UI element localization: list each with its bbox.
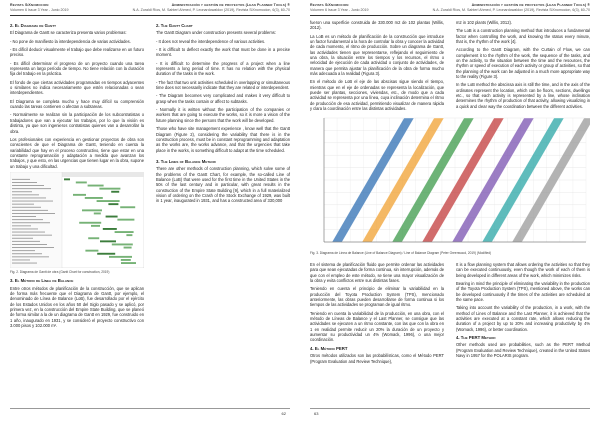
header-rule xyxy=(310,15,590,16)
paragraph: - The Diagram becomes very complicated and makes it very difficult to grasp when the tasks contain or affect to subtasks. xyxy=(156,93,290,104)
paragraph: La LoB es un método de planificación de la construcción que introduce un factor fundamental a la hora de controlar la obra y conocer la actividad de cada momento, el ritmo de producción. Sobre un diagrama de Gantt, las actividades tienen que representarse, reflejando el seguimiento de una obra, la situación entre los tiempos y los recursos, el ritmo o velocidad de ejecución de cada actividad o conjunto de actividades, de manera que permita ajustar la planificación de la obra de forma mucho más adecuada a la realidad (Figura 3). xyxy=(310,33,444,77)
section-body xyxy=(156,30,290,153)
article-title: Administración y gestión de proyectos (Lean Planner Tools) ® xyxy=(471,3,590,7)
gantt-task-label xyxy=(12,253,42,254)
paragraph: - No pone de manifiesto la interdependencia de varias actividades. xyxy=(10,38,131,44)
gantt-bar xyxy=(85,250,98,252)
gantt-task-label xyxy=(12,185,44,186)
gantt-chart-image xyxy=(10,172,144,268)
gantt-bar xyxy=(94,212,101,214)
paragraph: Teniendo en cuenta la variabilidad de la producción, en una obra, con el método de Líneas de Balance y el Last Planner, se consigue que las actividades se ejecuten a un ritmo constante, con las que con la obra en 1 en realidad permite reducir un 20% la duración de un proyecto y aumentar su productividad un 4% (Womack, 1996), o una mejor coordinación. xyxy=(310,310,444,343)
gantt-bar xyxy=(115,231,134,233)
section-body xyxy=(156,166,290,203)
gantt-bar xyxy=(91,225,100,227)
paragraph: m2 in 102 plants (Willis, 2012). xyxy=(456,20,512,25)
paragraph: Those who have site management experience , know well that the Gantt Diagram (Figure 2), considering the variability that there is in the construction process, must be in constant reprogramming and adaptation as the works are, the works advance, and that the urgencies that take place in the works, is something difficult to adapt at the time scheduled. xyxy=(156,126,290,153)
paragraph: En el sistema de planificación fluido que permite ordenar las actividades para que sean ejecutadas de forma continua, sin interrupción, además de que con el empleo de este método, se tiene una mayor visualización de la obra y evita conflictos entre sus distintas fases. xyxy=(310,262,444,284)
figure-caption: Fig. 2. Diagrama de Gantt de obra (Gantt Chart for construction, 2019) xyxy=(10,270,110,275)
paragraph: - Es difícil deducir visualmente el trabajo que debe realizarse en un futuro preciso. xyxy=(10,47,144,58)
gantt-task-label xyxy=(12,216,36,217)
gantt-task-label xyxy=(12,225,31,226)
gantt-task-label xyxy=(12,210,48,211)
section-body xyxy=(10,137,144,169)
article-title: Administración y gestión de proyectos (Lean Planner Tools) ® xyxy=(171,3,290,7)
gantt-bar xyxy=(108,203,118,205)
journal-issue: Volumen 6 Issue 3 Year - Junio 2019 xyxy=(10,7,69,12)
section-heading: 2. The Gantt Chart xyxy=(156,23,193,28)
gantt-task-label xyxy=(12,244,47,245)
gantt-task-label xyxy=(12,256,49,257)
paragraph: The LoB is a construction planning method that introduces a fundamental factor when controlling the work, and knowing the status every minute, that is, the rhythm of the work [4]. xyxy=(456,28,590,45)
right-column-1-lower xyxy=(310,262,444,367)
paragraph: There are other methods of construction planning, which solve some of the problems of the Gantt Chart, for example, the so-called Line of Balance (LoB) that were used for the first time in the United States in the 50s of the last century and in particular, with great results in the construction of the Empire State Building [9], which in a full materialized vision of ordering on the Crash of the Stock Exchange of 1929, was built in 1 year, inaugurated in 1931, and has a constructed area of 330,000 xyxy=(156,166,290,204)
gantt-task-label xyxy=(12,188,51,189)
paragraph: El Diagrama se completa mucho y hace muy difícil su comprensión cuando las tareas contienen o afectan a subtareas. xyxy=(10,98,144,110)
section-heading: 4. El Método PERT xyxy=(310,345,348,351)
gantt-bar xyxy=(126,234,132,236)
page-number: 62 xyxy=(281,411,286,416)
section-body xyxy=(10,286,144,329)
gantt-bar xyxy=(117,219,134,221)
gantt-bar xyxy=(85,197,103,199)
gantt-bar xyxy=(82,209,102,211)
journal-issue: Volumen 6 Issue 3 Year - Junio 2019 xyxy=(310,7,369,12)
paragraph: Entre otros métodos de planificación de la construcción, que se aplican de forma más frecuente que el Diagrama de Gantt, por ejemplo, el denominado de Línea de Balance (LoB), fue desarrollado por el ejército de los Estados Unidos en los años 50 del Siglo pasado y se aplicó, por primera vez, en la construcción del Empire State Building, que se planeó de forma similar a la de un diagrama de Gantt en 1929, fue construido en 1 año, inaugurado en 1931, y se consideró el proyecto constructivo con 3.000 pisos y 102.000 m². xyxy=(10,285,144,328)
paragraph: fueron una superficie construida de 330.000 m2 de 102 plantas (Willis, 2012). xyxy=(310,20,444,31)
section-body xyxy=(310,20,444,112)
paragraph: - Normally it is written without the participation of the companies or workers that are going to execute the works, so it is more a vision of the future planning since the persons that the work will be developed. xyxy=(156,107,290,123)
gantt-bar xyxy=(76,181,87,183)
paragraph: Other methods used are probabilities, such as the PERT Method (Program Evaluation and Review Technique), created in the United States Navy in 1957 for the POLARIS program. xyxy=(456,342,590,359)
gantt-task-label xyxy=(12,232,45,233)
footer-rule xyxy=(10,408,290,409)
gantt-task-label xyxy=(12,238,33,239)
paragraph: Otros métodos utilizados son las probabilísticas, como el Método PERT (Program Evaluation and Review Technique), xyxy=(310,353,444,364)
paragraph: Teniendo en cuenta el principio de eliminar la variabilidad en la producción del Toyota Production System (TPS), mencionado anteriormente, las obras pueden desarrollarse de forma continua si los tiempos de las actividades se programan de igual ritmo. xyxy=(310,286,444,308)
gantt-bar xyxy=(103,228,117,230)
section-body xyxy=(310,262,444,343)
article-citation: N.A. Zuraldi Ríos, M. Sahterl Ahmed, P. Leonardowaldov (2019), Revista SiXnomocion, 6(3), 60-70 xyxy=(432,7,590,12)
section-heading: 4. The PERT Method xyxy=(456,335,496,341)
gantt-bar xyxy=(64,178,70,180)
gantt-task-label xyxy=(12,179,30,180)
section-heading: 3. The Lines of Balance Method xyxy=(156,158,216,164)
gantt-bar xyxy=(73,194,86,196)
paragraph: El fondo de que ciertas actividades programadas en tiempos adyacentes o similares no indica necesariamente que estén relacionadas o sean interdependientes. xyxy=(10,79,144,96)
header-rule xyxy=(10,15,290,16)
section-body xyxy=(456,342,590,358)
section-body xyxy=(456,262,590,332)
section-heading: 2. El Diagrama de Gantt xyxy=(10,23,57,28)
gantt-task-label xyxy=(12,194,39,195)
gantt-bar xyxy=(120,206,135,208)
gantt-task-label xyxy=(12,222,50,223)
journal-title: Revista SiXnomocion xyxy=(10,3,49,7)
gantt-task-label xyxy=(12,259,30,260)
gantt-task-label xyxy=(12,191,32,192)
right-column-2-lower xyxy=(456,262,590,362)
gantt-task-label xyxy=(12,247,54,248)
gantt-task-label xyxy=(12,228,38,229)
gantt-task-label xyxy=(12,263,37,264)
gantt-bar xyxy=(121,259,131,261)
paragraph: - Normalmente se realizan sin la participación de los subcontratistas o trabajadores que van a ejecutar los trabajos, por lo que la visión es distinta, ya que son ingenieros contratistas quienes van a desarrollar la obra. xyxy=(10,112,144,134)
left-column-2 xyxy=(156,20,290,207)
section-body xyxy=(310,353,444,364)
gantt-bar xyxy=(106,216,118,218)
gantt-bar xyxy=(99,188,120,190)
gantt-task-label xyxy=(12,235,52,236)
gantt-task-label xyxy=(12,213,55,214)
paragraph: - It does not reveal the interdependence of various activities. xyxy=(156,38,266,44)
gantt-bar xyxy=(112,243,133,245)
page-number: 63 xyxy=(314,411,319,416)
gantt-bar xyxy=(121,262,136,264)
gantt-bar xyxy=(111,191,119,193)
gantt-bar xyxy=(124,247,132,249)
gantt-bar xyxy=(79,222,101,224)
gantt-task-label xyxy=(12,241,40,242)
gantt-task-label xyxy=(12,197,46,198)
section-body xyxy=(456,20,590,109)
paragraph: The Gantt Diagram under construction presents several problems: xyxy=(156,30,276,36)
footer-rule xyxy=(310,408,590,409)
paragraph: - Es difícil determinar el progreso de un proyecto cuando una tarea representa un largo período de tiempo. No tiene relación con la duración fija del trabajo en la práctica. xyxy=(10,60,144,77)
paragraph: It is a flow planning system that allows ordering the activities so that they can be executed continuously, even though the work of each of them is being developed in different areas of the work, which minimizes risks. xyxy=(456,262,590,278)
paragraph: - It is difficult to deflect exactly the work that must be done in a precise moment. xyxy=(156,47,290,58)
gantt-task-label xyxy=(12,250,35,251)
gantt-figure xyxy=(10,172,144,274)
article-citation: N.A. Zuraldi Ríos, M. Sahterl Ahmed, P. Leonardowaldov (2019), Revista SiXnomocion, 6(3), 60-70 xyxy=(132,7,290,12)
gantt-bar xyxy=(109,256,132,258)
section-body xyxy=(10,30,144,134)
paragraph: Los profesionales con experiencia en gestionar proyectos de obra son conscientes de que el Diagrama de Gantt, teniendo en cuenta la variabilidad que hay en el proceso constructivo, tiene que estar en una constante reprogramación y adaptación a medida que avanzan los trabajos, y que esto, en las urgencias que tienen lugar en la obra, supone un trabajo y una dificultad. xyxy=(10,136,144,169)
gantt-task-label xyxy=(12,204,34,205)
journal-title: Revista SiXnomocion xyxy=(310,3,349,7)
gantt-task-label xyxy=(12,207,41,208)
paragraph: - The fact that two unit activities scheduled in overlapping or simultaneous time does not necessarily indicate that they are related or interdependent. xyxy=(156,79,290,91)
left-column-1 xyxy=(10,20,144,331)
paragraph: Bearing in mind the principle of eliminating the variability in the production of the Toyota Production System (TPS), mentioned above, the works can be developed continuously if the times of the activities are scheduled at the same pace. xyxy=(456,281,590,303)
gantt-bar xyxy=(97,253,115,255)
figure-caption: Fig. 3. Diagrama de Línea de Balance (Line of Balance Diagram) / Line of Balance Diagram (Peter Greenwood, 2019) (Modified) xyxy=(310,251,492,255)
gantt-task-label xyxy=(12,182,37,183)
gantt-bar xyxy=(88,185,104,187)
section-heading: 3. El Método de Línea de Balance xyxy=(10,278,74,284)
paragraph: In the LoB method the abscissa axis is still the time, and in the axis of the ordinates represent the location, which can be floors, sections, dwellings etc., so that each activity is represented by a line, whose inclination determines the rhythm of production of that activity, allowing visualizing in a quick and clear way the coordination between the different activities. xyxy=(456,82,590,109)
right-column-1 xyxy=(310,20,444,112)
line-of-balance-figure xyxy=(310,114,590,250)
gantt-task-label xyxy=(12,219,43,220)
paragraph: En el método de LoB el eje de las abscisas sigue siendo el tiempo, mientras que en el eje de ordenadas se representa la localización, que puede ser plantas, secciones, viviendas, etc., de modo que a cada actividad se representa por una línea, cuya inclinación determina el ritmo de producción de esa actividad, permitiendo visualizar de manera rápida y clara la coordinación entre las distintas actividades. xyxy=(310,79,444,112)
paragraph: - It is difficult to determine the progress of a project when a line represents a long period of time. It has no relation with the physical duration of the tasks in the work. xyxy=(156,60,290,77)
paragraph: According to the Gantt Diagram, with the Curtain of Flow, we can complement it to the rhythm of the work, the sequence of the tasks, and on the activity, to the situation between the time and the resources, the rhythm or speed of execution of each activity or group of activities, so that the planning of the work can be adjusted in a much more appropriate way to the reality (Figure 3). xyxy=(456,47,590,80)
gantt-bar xyxy=(97,200,120,202)
right-column-2 xyxy=(456,20,590,112)
gantt-task-label xyxy=(12,201,53,202)
paragraph: Taking into account the variability of the production, in a work, with the method of Lines of Balance and the Last Planner, it is achieved that the activities are executed at a constant rate, which allows reducing the duration of a project by up to 20% and increasing productivity by 4% (Womack, 1996), or better coordination. xyxy=(456,305,590,332)
gantt-bar xyxy=(100,240,116,242)
right-page xyxy=(300,0,600,424)
paragraph: El Diagrama de Gantt se caracteriza presenta varios problemas: xyxy=(10,30,127,36)
gantt-bar xyxy=(88,237,99,239)
